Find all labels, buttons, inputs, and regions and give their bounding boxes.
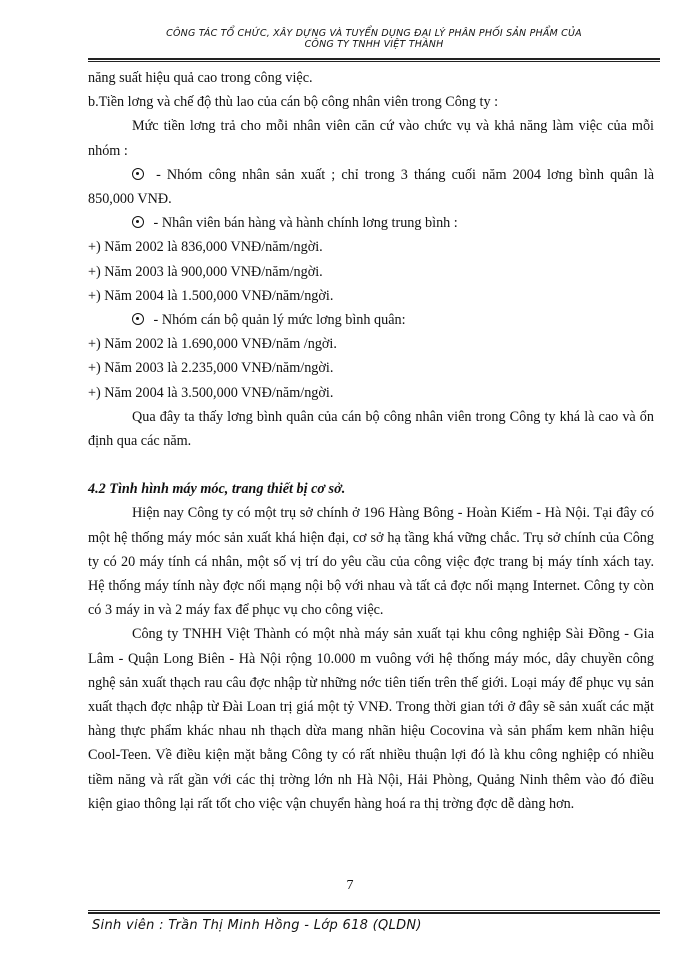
paragraph-4: Qua đây ta thấy lơng bình quân của cán bộ công nhân viên trong Công ty khá là cao và ổn định qua các năm. [88,408,654,450]
circle-dot-icon [132,313,144,325]
bullet-text-2: - Nhân viên bán hàng và hành chính lơng trung bình : [150,215,458,232]
bullet-text-1: - Nhóm công nhân sản xuất ; chỉ trong 3 tháng cuối năm 2004 lơng bình quân là 850,000 VNĐ. [88,166,654,208]
list-line-1: +) Năm 2002 là 836,000 VNĐ/năm/ngời. [88,239,323,256]
list-line-2: +) Năm 2003 là 900,000 VNĐ/năm/ngời. [88,263,323,280]
header-rule [88,58,660,62]
paragraph-3: Mức tiền lơng trả cho mỗi nhân viên căn cứ vào chức vụ và khả năng làm việc của mỗi nhóm : [88,118,654,159]
header-line-2: CÔNG TY TNHH VIỆT THÀNH [304,39,444,50]
bullet-item-2 [88,211,654,235]
circle-dot-icon [132,216,144,228]
bullet-item-1 [88,163,654,211]
page-footer: Sinh viên : Trần Thị Minh Hồng - Lớp 618 (QLDN) [92,918,422,933]
paragraph-2: b.Tiền lơng và chế độ thù lao của cán bộ công nhân viên trong Công ty : [88,94,499,111]
section-title: 4.2 Tình hình máy móc, trang thiết bị cơ sở. [88,481,346,498]
list-line-5: +) Năm 2003 là 2.235,000 VNĐ/năm/ngời. [88,360,334,377]
list-line-6: +) Năm 2004 là 3.500,000 VNĐ/năm/ngời. [88,384,334,401]
spacer [88,453,654,477]
page-number: 7 [346,878,354,893]
paragraph-1: năng suất hiệu quả cao trong công việc. [88,70,313,86]
page-header [88,28,660,50]
header-line-1: CÔNG TÁC TỔ CHỨC, XÂY DỰNG VÀ TUYỂN DỤNG ĐẠI LÝ PHÂN PHỐI SẢN PHẨM CỦA [166,28,582,39]
footer-rule [88,910,660,914]
paragraph-6: Công ty TNHH Việt Thành có một nhà máy sản xuất tại khu công nghiệp Sài Đồng - Gia Lâm - Quận Long Biên - Hà Nội rộng 10.000 m vuông với hệ thống máy móc, dây chuyền công nghệ sản xuất thạch rau câu đợc nhập từ những nớc tiên tiến trên thế giới. Loại máy để phục vụ sản xuất thạch đợc nhập từ Đài Loan trị giá một tỷ VNĐ. Trong thời gian tới ở đây sẽ sản xuất các mặt hàng thực phẩm khác nhau nh thạch dừa mang nhãn hiệu Cocovina và sản phẩm kem nhãn hiệu Cool-Teen. Về điều kiện mặt bằng Công ty có rất nhiều thuận lợi đó là khu công nghiệp có nhiều tiềm năng và rất gần với các thị trờng lớn nh Hà Nội, Hải Phòng, Quảng Ninh thêm vào đó điều kiện giao thông lại rất tốt cho việc vận chuyển hàng hoá ra thị trờng đợc dễ dàng hơn. [88,626,654,812]
bullet-item-3 [88,308,654,332]
paragraph-5: Hiện nay Công ty có một trụ sở chính ở 196 Hàng Bông - Hoàn Kiếm - Hà Nội. Tại đây có một hệ thống máy móc sản xuất khá hiện đại, cơ sở hạ tầng khá vững chắc. Trụ sở chính của Công ty có 20 máy tính cá nhân, một số vị trí do yêu cầu của công việc đợc trang bị máy tính xách tay. Hệ thống máy tính này đợc nối mạng nội bộ với nhau và tất cả đợc nối mạng Internet. Công ty còn có 3 máy in và 2 máy fax để phục vụ cho công việc. [88,505,654,619]
list-line-3: +) Năm 2004 là 1.500,000 VNĐ/năm/ngời. [88,287,334,304]
document-body [88,66,654,816]
bullet-text-3: - Nhóm cán bộ quản lý mức lơng bình quân: [150,312,406,329]
circle-dot-icon [132,168,144,180]
list-line-4: +) Năm 2002 là 1.690,000 VNĐ/năm /ngời. [88,336,337,353]
